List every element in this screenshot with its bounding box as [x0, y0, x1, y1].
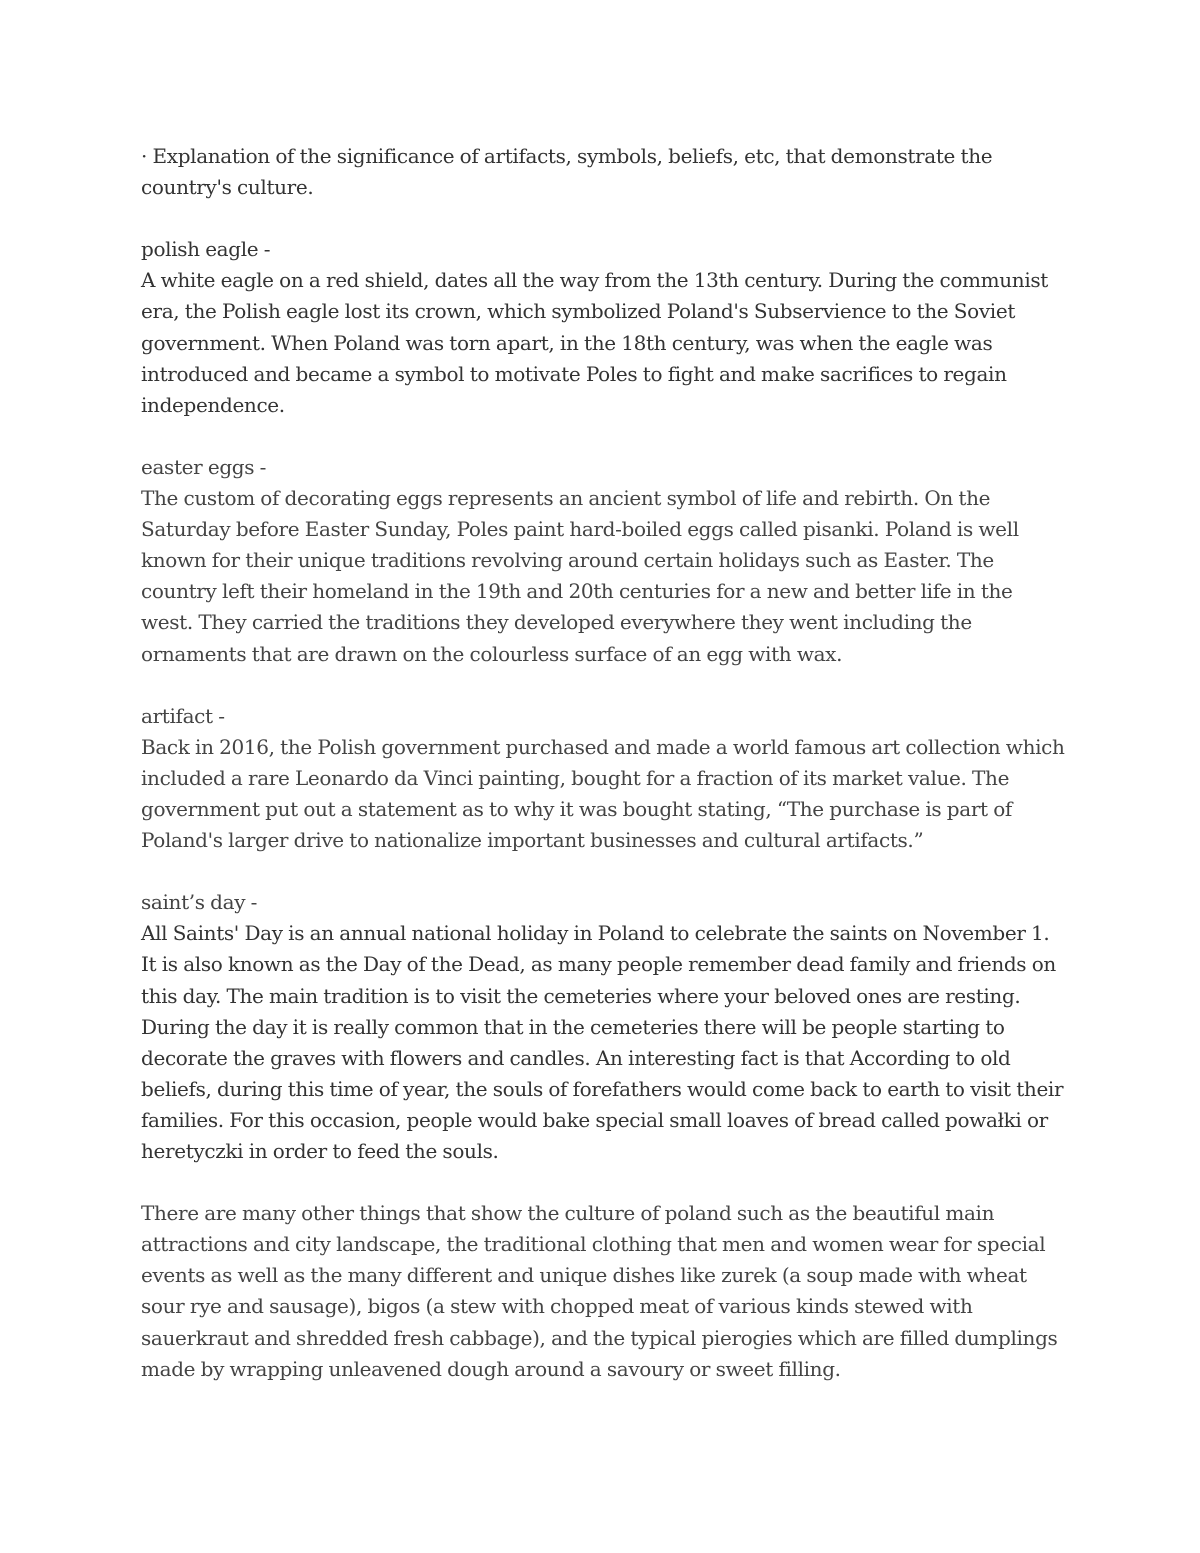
- section-polish-eagle: [141, 234, 1066, 421]
- section-heading: polish eagle -: [141, 237, 271, 262]
- section-body: The custom of decorating eggs represents an ancient symbol of life and rebirth. On the Saturday before Easter Sunday, Poles paint hard-boiled eggs called pisanki. Poland is well known for their unique traditions revolving around certain holidays such as Easter. The country left their homeland in the 19th and 20th centuries for a new and better life in the west. They carried the traditions they developed everywhere they went including the ornaments that are drawn on the colourless surface of an egg with wax.: [141, 486, 1019, 666]
- section-easter-eggs: [141, 452, 1066, 670]
- section-body: Back in 2016, the Polish government purchased and made a world famous art collection which included a rare Leonardo da Vinci painting, bought for a fraction of its market value. The government put out a statement as to why it was bought stating, “The purchase is part of Poland's larger drive to nationalize important businesses and cultural artifacts.”: [141, 734, 1065, 853]
- section-body: All Saints' Day is an annual national holiday in Poland to celebrate the saints on November 1. It is also known as the Day of the Dead, as many people remember dead family and friends on this day. The main tradition is to visit the cemeteries where your beloved ones are resting. During the day it is really common that in the cemeteries there will be people starting to decorate the graves with flowers and candles. An interesting fact is that According to old beliefs, during this time of year, the souls of forefathers would come back to earth to visit their families. For this occasion, people would bake special small loaves of bread called powałki or heretyczki in order to feed the souls.: [141, 921, 1064, 1163]
- document-body: [141, 141, 1066, 1416]
- closing-paragraph: There are many other things that show the culture of poland such as the beautiful main attractions and city landscape, the traditional clothing that men and women wear for special events as well as the many different and unique dishes like zurek (a soup made with wheat sour rye and sausage), bigos (a stew with chopped meat of various kinds stewed with sauerkraut and shredded fresh cabbage), and the typical pierogies which are filled dumplings made by wrapping unleavened dough around a savoury or sweet filling.: [141, 1201, 1058, 1381]
- section-body: A white eagle on a red shield, dates all the way from the 13th century. During the communist era, the Polish eagle lost its crown, which symbolized Poland's Subservience to the Soviet government. When Poland was torn apart, in the 18th century, was when the eagle was introduced and became a symbol to motivate Poles to fight and make sacrifices to regain independence.: [141, 268, 1048, 417]
- section-heading: easter eggs -: [141, 454, 267, 479]
- section-heading: saint’s day -: [141, 890, 258, 915]
- intro-paragraph: · Explanation of the significance of artifacts, symbols, beliefs, etc, that demonstrate the country's culture.: [141, 144, 993, 200]
- section-saints-day: [141, 887, 1066, 1167]
- section-heading: artifact -: [141, 703, 225, 728]
- section-artifact: [141, 701, 1066, 856]
